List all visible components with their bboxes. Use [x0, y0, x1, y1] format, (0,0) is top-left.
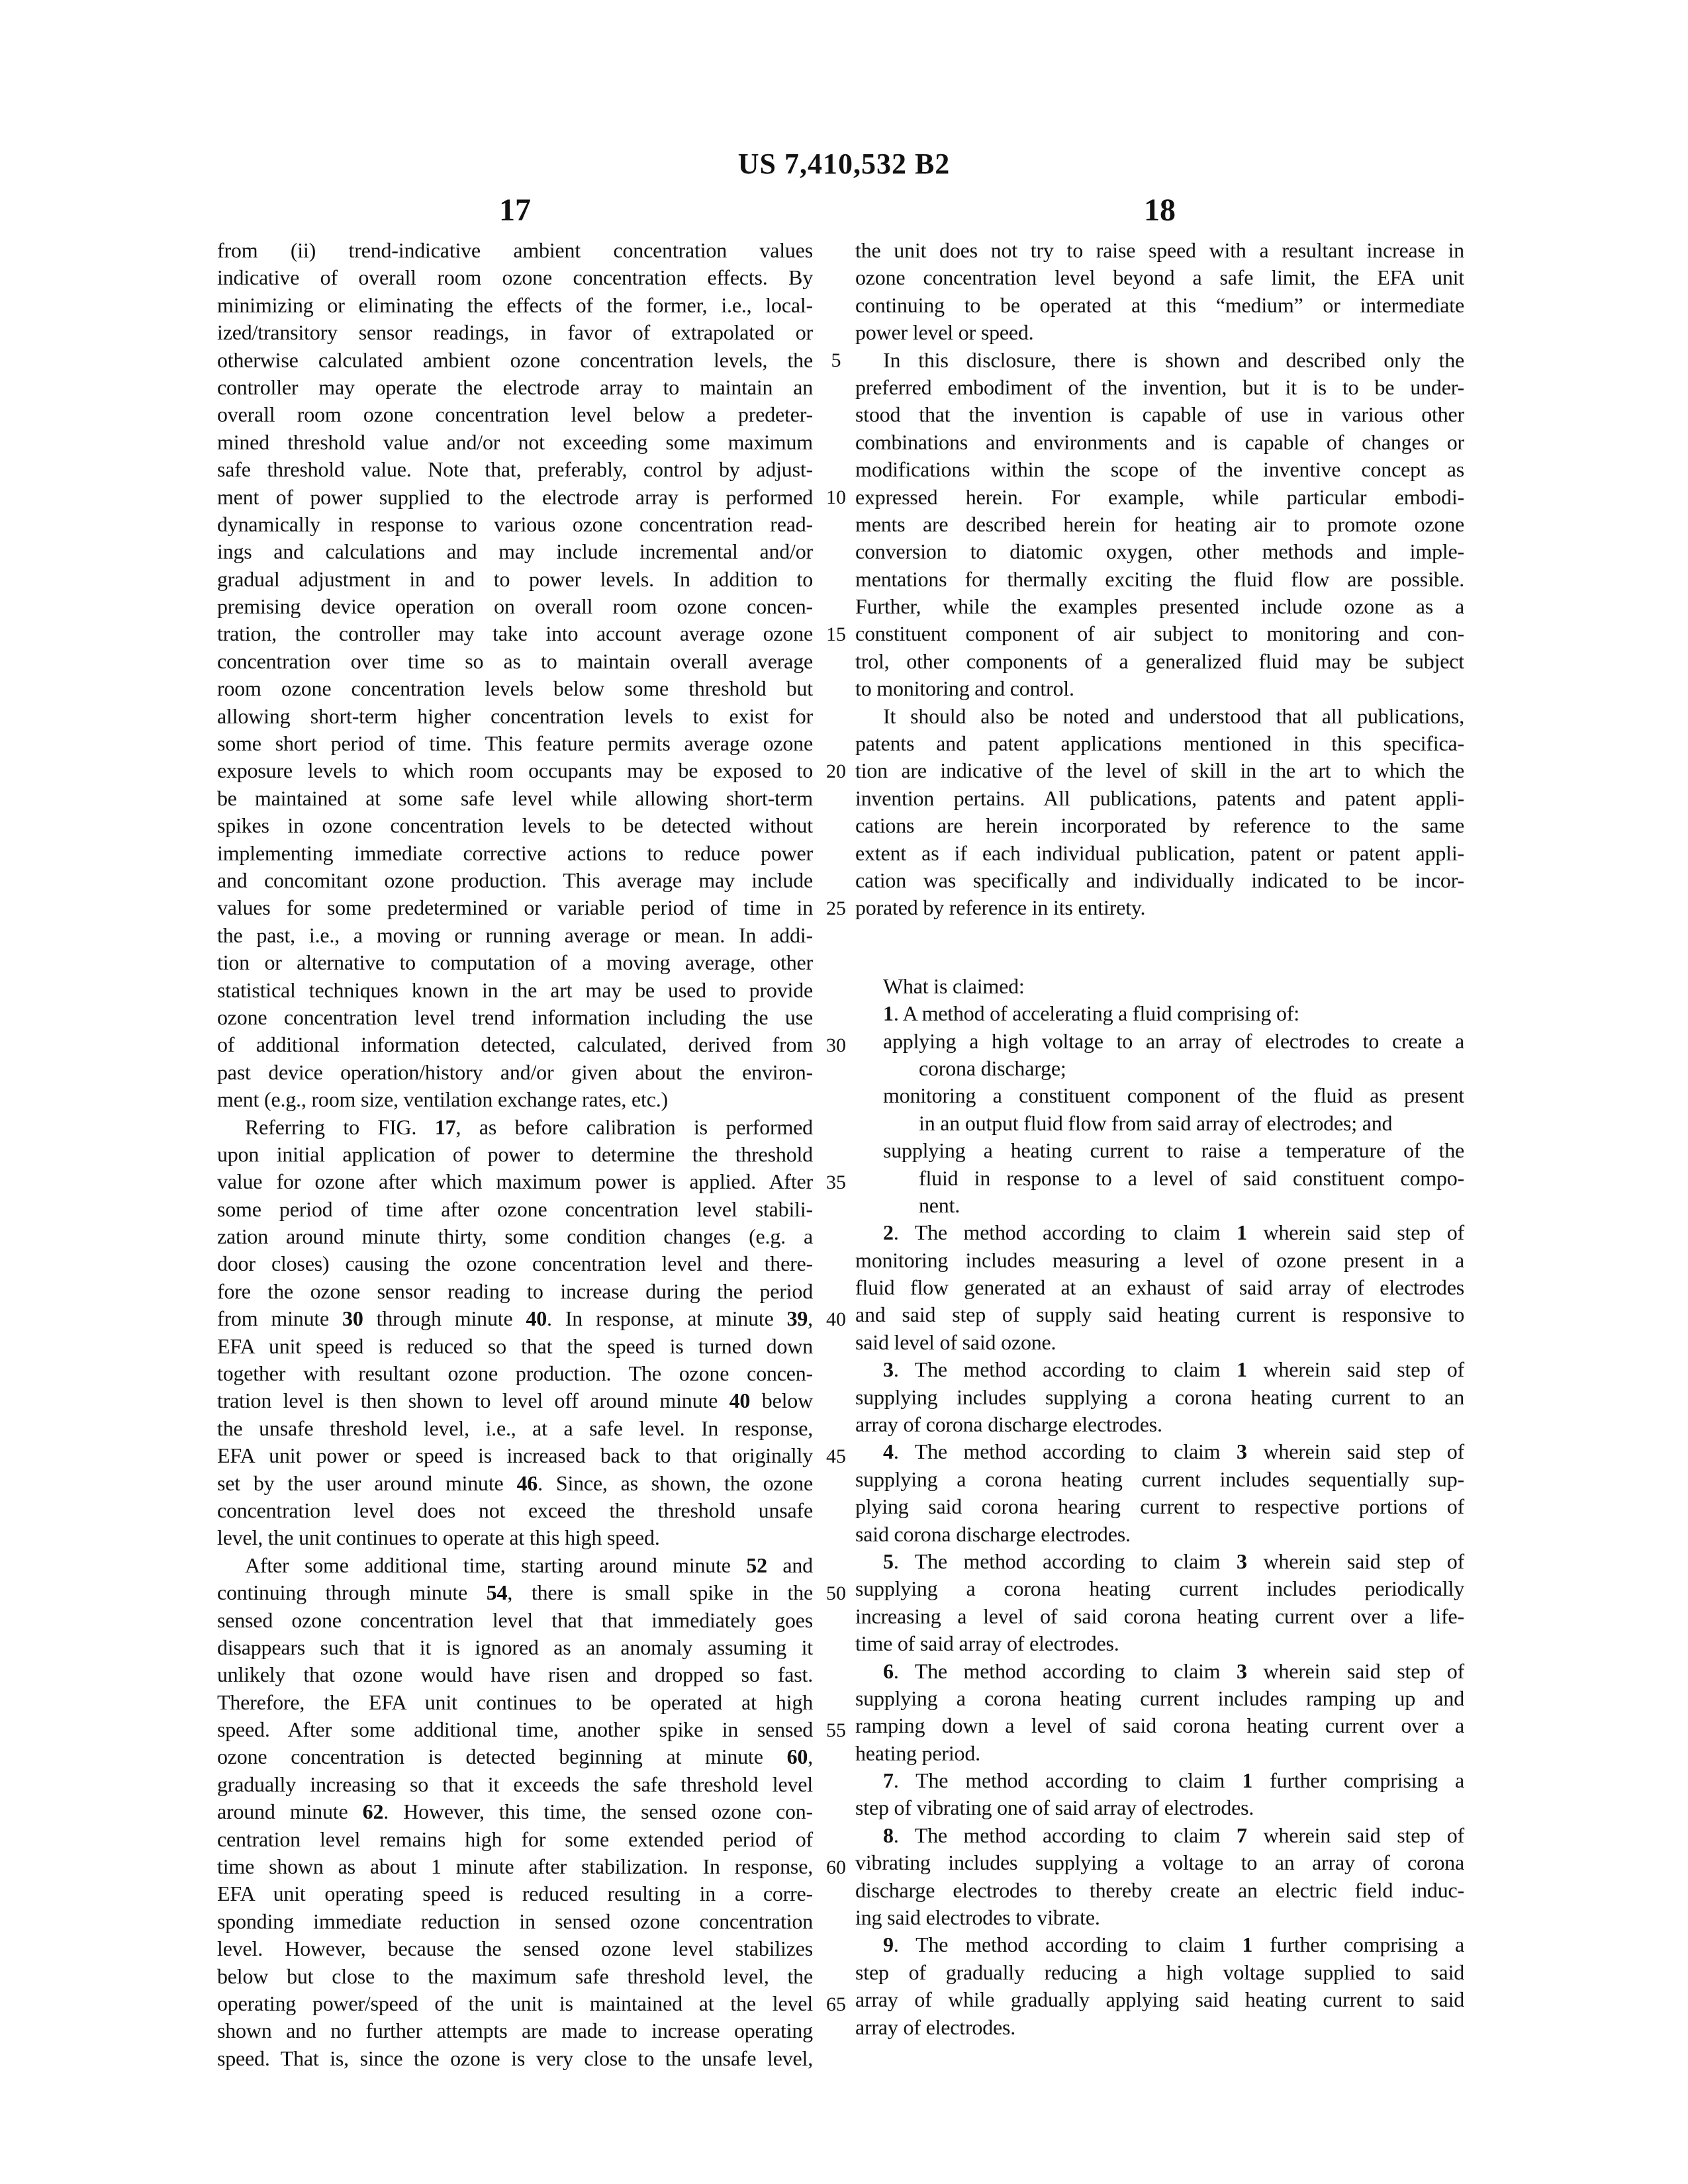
text-line: statistical techniques known in the art may be used to provide — [217, 978, 813, 1002]
text-line: the unit does not try to raise speed with a resultant increase in — [855, 238, 1464, 262]
bold-reference-number: 17 — [434, 1115, 456, 1139]
text-line: trol, other components of a generalized fluid may be subject — [855, 649, 1464, 673]
text-line: of additional information detected, calculated, derived from — [217, 1032, 813, 1057]
text-line: supplying a heating current to raise a temperature of the — [883, 1138, 1464, 1163]
text-line: supplying includes supplying a corona heating current to an — [855, 1385, 1464, 1409]
bold-reference-number: 3 — [1237, 1659, 1247, 1683]
bold-reference-number: 4 — [883, 1439, 894, 1464]
text-line: around minute 62. However, this time, the sensed ozone con- — [217, 1799, 814, 1824]
text-line: 6. The method according to claim 3 wherein said step of — [883, 1659, 1464, 1683]
text-line: monitoring a constituent component of the fluid as present — [883, 1083, 1464, 1108]
text-line: room ozone concentration levels below some threshold but — [217, 676, 813, 701]
patent-number-header: US 7,410,532 B2 — [737, 148, 951, 180]
text-line: continuing through minute 54, there is small spike in the — [217, 1580, 813, 1605]
text-line: ized/transitory sensor readings, in favor of extrapolated or — [217, 320, 813, 345]
text-line: time shown as about 1 minute after stabilization. In response, — [217, 1854, 813, 1879]
text-line: cation was specifically and individually indicated to be incor- — [855, 868, 1464, 892]
text-line: some short period of time. This feature permits average ozone — [217, 731, 813, 756]
left-column-page-number: 17 — [499, 193, 531, 228]
text-line: allowing short-term higher concentration levels to exist for — [217, 704, 813, 728]
text-line: 5. The method according to claim 3 wherein said step of — [883, 1549, 1464, 1573]
text-line: some period of time after ozone concentration level stabili- — [217, 1197, 813, 1221]
section-gap — [855, 922, 1464, 973]
text-line: corona discharge; — [919, 1056, 1066, 1080]
text-line: array of corona discharge electrodes. — [855, 1412, 1162, 1437]
bold-reference-number: 5 — [883, 1549, 894, 1573]
text-line: supplying a corona heating current includes periodically — [855, 1576, 1464, 1601]
right-column-text — [855, 237, 1464, 2041]
text-line: otherwise calculated ambient ozone concentration levels, the — [217, 347, 813, 372]
text-line: speed. That is, since the ozone is very close to the unsafe level, — [217, 2046, 813, 2070]
text-line: disappears such that it is ignored as an anomaly assuming it — [217, 1635, 813, 1659]
line-number: 20 — [826, 760, 846, 782]
bold-reference-number: 3 — [883, 1357, 894, 1382]
text-line: tion or alternative to computation of a moving average, other — [217, 950, 813, 975]
line-number: 25 — [826, 897, 846, 919]
text-line: indicative of overall room ozone concentration effects. By — [217, 265, 813, 290]
line-number: 10 — [826, 486, 846, 508]
bold-reference-number: 3 — [1237, 1439, 1247, 1464]
text-line: controller may operate the electrode array to maintain an — [217, 375, 813, 399]
text-line: plying said corona hearing current to respective portions of — [855, 1494, 1464, 1519]
bold-reference-number: 1 — [883, 1001, 894, 1026]
text-line: 3. The method according to claim 1 wherein said step of — [883, 1357, 1464, 1382]
text-line: increasing a level of said corona heating current over a life- — [855, 1604, 1464, 1628]
text-line: from (ii) trend-indicative ambient concentration values — [217, 238, 813, 262]
text-line: In this disclosure, there is shown and described only the — [883, 347, 1464, 372]
text-line: set by the user around minute 46. Since, as shown, the ozone — [217, 1471, 813, 1495]
text-line: discharge electrodes to thereby create an electric field induc- — [855, 1878, 1464, 1902]
text-line: concentration level does not exceed the threshold unsafe — [217, 1498, 813, 1522]
text-line: tration, the controller may take into account average ozone — [217, 621, 813, 646]
bold-reference-number: 39 — [786, 1306, 808, 1331]
bold-reference-number: 1 — [1237, 1220, 1247, 1245]
text-line: extent as if each individual publication, patent or patent appli- — [855, 841, 1464, 865]
text-line: upon initial application of power to determine the threshold — [217, 1142, 813, 1166]
text-line: It should also be noted and understood that all publications, — [883, 704, 1464, 728]
bold-reference-number: 52 — [746, 1553, 767, 1577]
text-line: mined threshold value and/or not exceeding some maximum — [217, 430, 813, 454]
text-line: past device operation/history and/or given about the environ- — [217, 1060, 813, 1084]
text-line: 1. A method of accelerating a fluid comprising of: — [883, 1001, 1299, 1026]
text-line: stood that the invention is capable of use in various other — [855, 402, 1464, 427]
text-line: the unsafe threshold level, i.e., at a safe level. In response, — [217, 1416, 813, 1440]
text-line: and concomitant ozone production. This average may include — [217, 868, 813, 892]
text-line: shown and no further attempts are made to increase operating — [217, 2019, 813, 2043]
text-line: 9. The method according to claim 1 further comprising a — [883, 1933, 1464, 1957]
bold-reference-number: 7 — [1237, 1823, 1247, 1847]
text-line: sensed ozone concentration level that that immediately goes — [217, 1608, 813, 1632]
line-number: 5 — [831, 349, 841, 371]
text-line: supplying a corona heating current includes sequentially sup- — [855, 1467, 1464, 1491]
text-line: ozone concentration is detected beginning at minute 60, — [217, 1745, 813, 1769]
left-column-text — [217, 237, 813, 2072]
text-line: dynamically in response to various ozone concentration read- — [217, 512, 813, 536]
text-line: ozone concentration level beyond a safe limit, the EFA unit — [855, 265, 1464, 290]
text-line: modifications within the scope of the inventive concept as — [855, 457, 1464, 482]
text-line: Further, while the examples presented include ozone as a — [855, 594, 1464, 619]
text-line: together with resultant ozone production. The ozone concen- — [217, 1361, 813, 1386]
line-number: 55 — [826, 1719, 846, 1741]
bold-reference-number: 3 — [1237, 1549, 1247, 1573]
bold-reference-number: 60 — [786, 1745, 808, 1769]
text-line: applying a high voltage to an array of electrodes to create a — [883, 1028, 1464, 1053]
text-line: fore the ozone sensor reading to increase during the period — [217, 1279, 813, 1303]
text-line: to monitoring and control. — [855, 676, 1074, 701]
bold-reference-number: 1 — [1242, 1933, 1253, 1957]
text-line: array of while gradually applying said heating current to said — [855, 1987, 1464, 2012]
right-column-page-number: 18 — [1144, 193, 1176, 228]
text-line: ments are described herein for heating air to promote ozone — [855, 512, 1464, 536]
text-line: monitoring includes measuring a level of ozone present in a — [855, 1248, 1464, 1272]
text-line: supplying a corona heating current includes ramping up and — [855, 1686, 1464, 1710]
text-line: porated by reference in its entirety. — [855, 895, 1146, 920]
text-line: premising device operation on overall room ozone concen- — [217, 594, 813, 619]
text-line: Referring to FIG. 17, as before calibration is performed — [245, 1115, 813, 1139]
text-line: fluid in response to a level of said constituent compo- — [919, 1165, 1464, 1190]
text-line: 4. The method according to claim 3 wherein said step of — [883, 1439, 1464, 1464]
text-line: What is claimed: — [883, 974, 1025, 998]
text-line: unlikely that ozone would have risen and dropped so fast. — [217, 1662, 813, 1687]
bold-reference-number: 30 — [342, 1306, 363, 1331]
bold-reference-number: 9 — [883, 1933, 894, 1957]
text-line: Therefore, the EFA unit continues to be operated at high — [217, 1690, 813, 1714]
bold-reference-number: 40 — [526, 1306, 547, 1331]
text-line: cations are herein incorporated by reference to the same — [855, 813, 1464, 838]
text-line: invention pertains. All publications, patents and patent appli- — [855, 786, 1464, 810]
line-number: 30 — [826, 1034, 846, 1056]
line-number: 45 — [826, 1445, 846, 1467]
text-line: patents and patent applications mentioned in this specifica- — [855, 731, 1464, 756]
bold-reference-number: 40 — [729, 1388, 751, 1413]
text-line: power level or speed. — [855, 320, 1034, 345]
text-line: be maintained at some safe level while allowing short-term — [217, 786, 813, 810]
text-line: gradual adjustment in and to power levels. In addition to — [217, 567, 813, 591]
text-line: ment of power supplied to the electrode array is performed — [217, 484, 813, 509]
text-line: sponding immediate reduction in sensed ozone concentration — [217, 1909, 813, 1933]
text-line: step of gradually reducing a high voltage supplied to said — [855, 1960, 1464, 1984]
line-number: 60 — [826, 1856, 846, 1878]
bold-reference-number: 8 — [883, 1823, 894, 1847]
text-line: operating power/speed of the unit is maintained at the level — [217, 1991, 813, 2015]
text-line: value for ozone after which maximum power is applied. After — [217, 1169, 813, 1194]
text-line: spikes in ozone concentration levels to be detected without — [217, 813, 813, 838]
bold-reference-number: 2 — [883, 1220, 894, 1245]
line-number: 40 — [826, 1308, 846, 1330]
text-line: mentations for thermally exciting the fluid flow are possible. — [855, 567, 1464, 591]
line-number: 35 — [826, 1171, 846, 1193]
text-line: vibrating includes supplying a voltage to an array of corona — [855, 1850, 1464, 1875]
text-line: EFA unit speed is reduced so that the speed is turned down — [217, 1334, 813, 1358]
line-number: 15 — [826, 623, 846, 645]
text-line: ozone concentration level trend information including the use — [217, 1005, 813, 1029]
bold-reference-number: 6 — [883, 1659, 894, 1683]
text-line: After some additional time, starting around minute 52 and — [245, 1553, 813, 1577]
text-line: concentration over time so as to maintain overall average — [217, 649, 813, 673]
text-line: the past, i.e., a moving or running average or mean. In addi- — [217, 923, 813, 947]
bold-reference-number: 1 — [1242, 1768, 1253, 1793]
text-line: constituent component of air subject to monitoring and con- — [855, 621, 1464, 646]
text-line: array of electrodes. — [855, 2015, 1016, 2039]
text-line: combinations and environments and is capable of changes or — [855, 430, 1464, 454]
text-line: level, the unit continues to operate at this high speed. — [217, 1525, 660, 1550]
text-line: fluid flow generated at an exhaust of said array of electrodes — [855, 1275, 1464, 1300]
text-line: 2. The method according to claim 1 wherein said step of — [883, 1220, 1464, 1245]
text-line: 8. The method according to claim 7 wherein said step of — [883, 1823, 1464, 1847]
text-line: door closes) causing the ozone concentration level and there- — [217, 1251, 813, 1276]
text-line: values for some predetermined or variable period of time in — [217, 895, 813, 920]
text-line: safe threshold value. Note that, preferably, control by adjust- — [217, 457, 813, 482]
text-line: gradually increasing so that it exceeds the safe threshold level — [217, 1772, 813, 1796]
text-line: said level of said ozone. — [855, 1330, 1056, 1354]
text-line: heating period. — [855, 1741, 980, 1765]
text-line: tion are indicative of the level of skill in the art to which the — [855, 758, 1464, 783]
text-line: time of said array of electrodes. — [855, 1631, 1119, 1656]
text-line: and said step of supply said heating current is responsive to — [855, 1302, 1464, 1327]
text-line: centration level remains high for some extended period of — [217, 1827, 813, 1851]
line-number: 65 — [826, 1993, 846, 2015]
text-line: zation around minute thirty, some condition changes (e.g. a — [217, 1224, 813, 1249]
text-line: step of vibrating one of said array of electrodes. — [855, 1796, 1254, 1820]
text-line: ramping down a level of said corona heating current over a — [855, 1713, 1464, 1738]
text-line: implementing immediate corrective actions to reduce power — [217, 841, 813, 865]
text-line: expressed herein. For example, while particular embodi- — [855, 484, 1464, 509]
bold-reference-number: 1 — [1237, 1357, 1247, 1382]
text-line: 7. The method according to claim 1 further comprising a — [883, 1768, 1464, 1793]
bold-reference-number: 54 — [486, 1580, 508, 1605]
line-number: 50 — [826, 1582, 846, 1604]
text-line: tration level is then shown to level off around minute 40 below — [217, 1388, 813, 1413]
text-line: ment (e.g., room size, ventilation exchange rates, etc.) — [217, 1087, 668, 1112]
text-line: nent. — [919, 1193, 961, 1217]
text-line: preferred embodiment of the invention, but it is to be under- — [855, 375, 1464, 399]
text-line: exposure levels to which room occupants may be exposed to — [217, 758, 813, 783]
text-line: ing said electrodes to vibrate. — [855, 1905, 1100, 1930]
bold-reference-number: 7 — [883, 1768, 894, 1793]
text-line: ings and calculations and may include incremental and/or — [217, 539, 813, 564]
bold-reference-number: 62 — [362, 1799, 384, 1824]
text-line: minimizing or eliminating the effects of the former, i.e., local- — [217, 293, 813, 317]
text-line: speed. After some additional time, another spike in sensed — [217, 1717, 813, 1742]
text-line: EFA unit power or speed is increased back to that originally — [217, 1443, 813, 1468]
text-line: level. However, because the sensed ozone level stabilizes — [217, 1936, 813, 1961]
text-line: in an output fluid flow from said array of electrodes; and — [919, 1111, 1393, 1135]
text-line: below but close to the maximum safe threshold level, the — [217, 1964, 813, 1988]
bold-reference-number: 46 — [516, 1471, 538, 1495]
text-line: EFA unit operating speed is reduced resulting in a corre- — [217, 1882, 813, 1906]
text-line: said corona discharge electrodes. — [855, 1522, 1131, 1546]
text-line: conversion to diatomic oxygen, other methods and imple- — [855, 539, 1464, 564]
text-line: overall room ozone concentration level below a predeter- — [217, 402, 813, 427]
text-line: continuing to be operated at this “medium” or intermediate — [855, 293, 1464, 317]
text-line: from minute 30 through minute 40. In response, at minute 39, — [217, 1306, 813, 1331]
